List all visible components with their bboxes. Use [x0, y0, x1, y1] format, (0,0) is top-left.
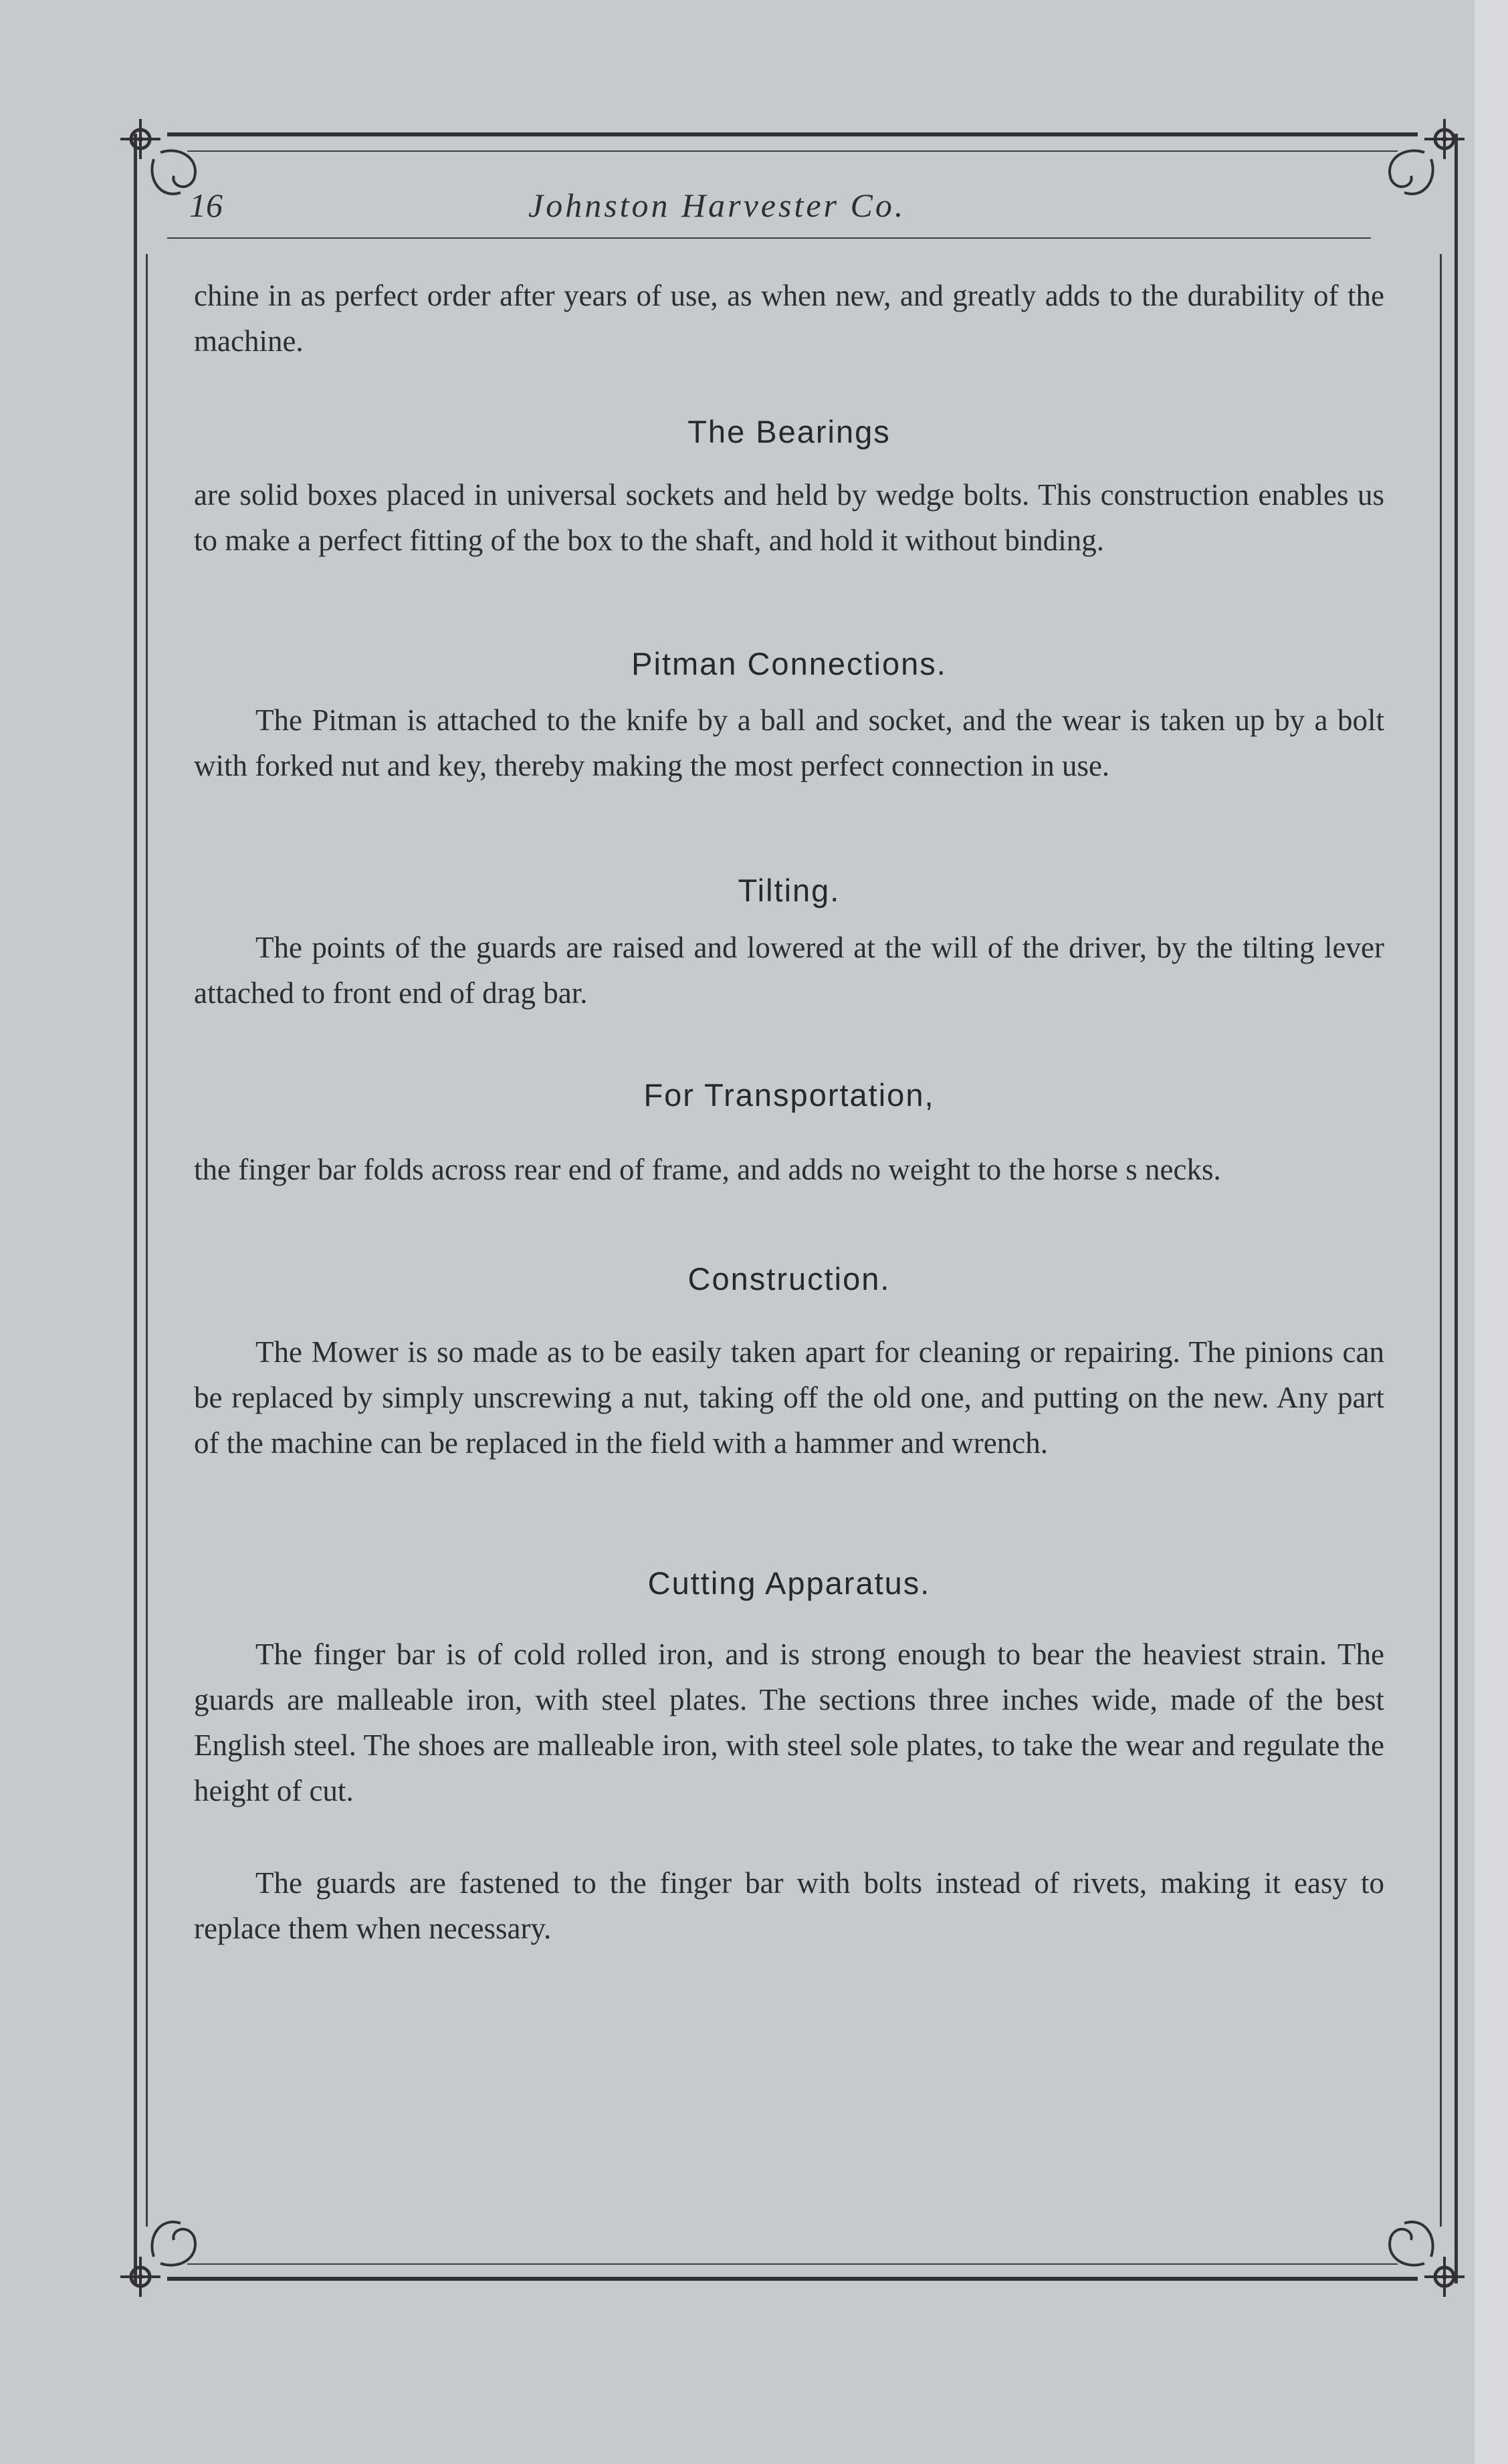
corner-ornament-bottom-left-icon	[120, 2197, 221, 2297]
tilting-heading: Tilting.	[738, 873, 841, 908]
bearings-heading: The Bearings	[687, 414, 891, 449]
corner-ornament-top-right-icon	[1364, 119, 1465, 219]
header-rule	[167, 237, 1371, 239]
pitman-paragraph: The Pitman is attached to the knife by a ball and socket, and the wear is taken up by a bolt with forked nut and key, thereby making the most perfect connection in use.	[194, 703, 1384, 782]
frame-top-rule	[167, 132, 1418, 136]
tilting-paragraph: The points of the guards are raised and lowered at the will of the driver, by the tilting lever attached to front end of drag bar.	[194, 931, 1384, 1010]
frame-bottom-thin-rule	[187, 2263, 1398, 2265]
pitman-heading: Pitman Connections.	[631, 646, 947, 681]
construction-paragraph: The Mower is so made as to be easily taken apart for cleaning or repairing. The pinions can be replaced by simply unscrewing a nut, taking off the old one, and putting on the new. Any part of the machine can be replaced in the field with a hammer and wrench.	[194, 1335, 1384, 1460]
frame-bottom-rule	[167, 2277, 1418, 2281]
corner-ornament-bottom-right-icon	[1364, 2197, 1465, 2297]
page-number: 16	[189, 187, 223, 224]
transport-paragraph: the finger bar folds across rear end of frame, and adds no weight to the horse s necks.	[194, 1153, 1221, 1186]
transport-heading: For Transportation,	[643, 1077, 935, 1113]
bearings-paragraph: are solid boxes placed in universal sockets and held by wedge bolts. This construction enables us to make a perfect fitting of the box to the shaft, and hold it without binding.	[194, 478, 1384, 557]
construction-heading: Construction.	[687, 1261, 891, 1297]
cutting-paragraph-2: The guards are fastened to the finger bar with bolts instead of rivets, making it easy to replace them when necessary.	[194, 1866, 1384, 1945]
intro-paragraph: chine in as perfect order after years of use, as when new, and greatly adds to the durability of the machine.	[194, 279, 1384, 358]
adjacent-page-edge	[1475, 0, 1508, 2464]
running-head: Johnston Harvester Co.	[528, 187, 906, 224]
frame-top-thin-rule	[187, 150, 1398, 152]
cutting-heading: Cutting Apparatus.	[647, 1565, 931, 1601]
cutting-paragraph-1: The finger bar is of cold rolled iron, and is strong enough to bear the heaviest strain. The guards are malleable iron, with steel plates. The sections three inches wide, made of the best English steel. The shoes are malleable iron, with steel sole plates, to take the wear and regulate the height of cut.	[194, 1638, 1384, 1807]
